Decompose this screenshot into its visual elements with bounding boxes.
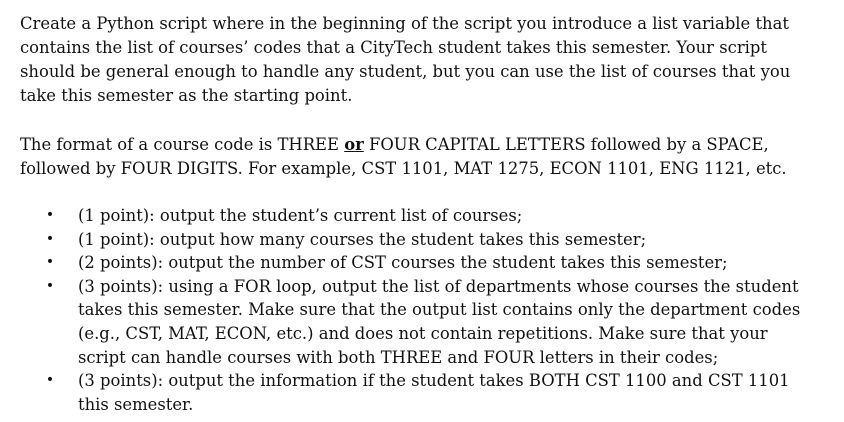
- bullet-icon: •: [45, 277, 55, 294]
- bullet-icon: •: [45, 372, 55, 389]
- task-item-4: [20, 275, 810, 369]
- task-text: (1 point): output the student’s current list of courses;: [78, 206, 523, 225]
- bullet-icon: •: [45, 207, 55, 223]
- bullet-icon: •: [45, 254, 55, 271]
- intro-paragraph: Create a Python script where in the beginning of the script you introduce a list variable that contains the list of courses’ codes that a CityTech student takes this semester. Your script should be general enough to handle any student, but you can use the list of courses that you take this semester as the starting point.: [20, 14, 791, 105]
- format-text-part1: The format of a course code is THREE: [20, 135, 345, 154]
- task-item-1: [20, 204, 810, 228]
- task-text: (3 points): using a FOR loop, output the list of departments whose courses the student takes this semester. Make sure that the output list contains only the department codes (e.g., CST, MAT, ECON, etc.) and does not contain repetitions. Make sure that your script can handle courses with both THREE and FOUR letters in their codes;: [78, 276, 801, 367]
- task-item-5: [20, 369, 810, 416]
- format-emphasis-or: or: [344, 135, 364, 154]
- format-text-part2: FOUR CAPITAL LETTERS followed by a SPACE, followed by FOUR DIGITS. For example, CST 1101, MAT 1275, ECON 1101, ENG 1121, etc.: [20, 135, 787, 178]
- task-text: (2 points): output the number of CST courses the student takes this semester;: [78, 253, 728, 273]
- task-list: [20, 204, 810, 416]
- bullet-icon: •: [45, 230, 55, 247]
- format-paragraph: [20, 133, 810, 181]
- task-text: (3 points): output the information if the student takes BOTH CST 1100 and CST 1101 this semester.: [78, 371, 790, 414]
- task-item-2: [20, 228, 810, 252]
- task-text: (1 point): output how many courses the student takes this semester;: [78, 229, 647, 249]
- task-item-3: [20, 251, 810, 275]
